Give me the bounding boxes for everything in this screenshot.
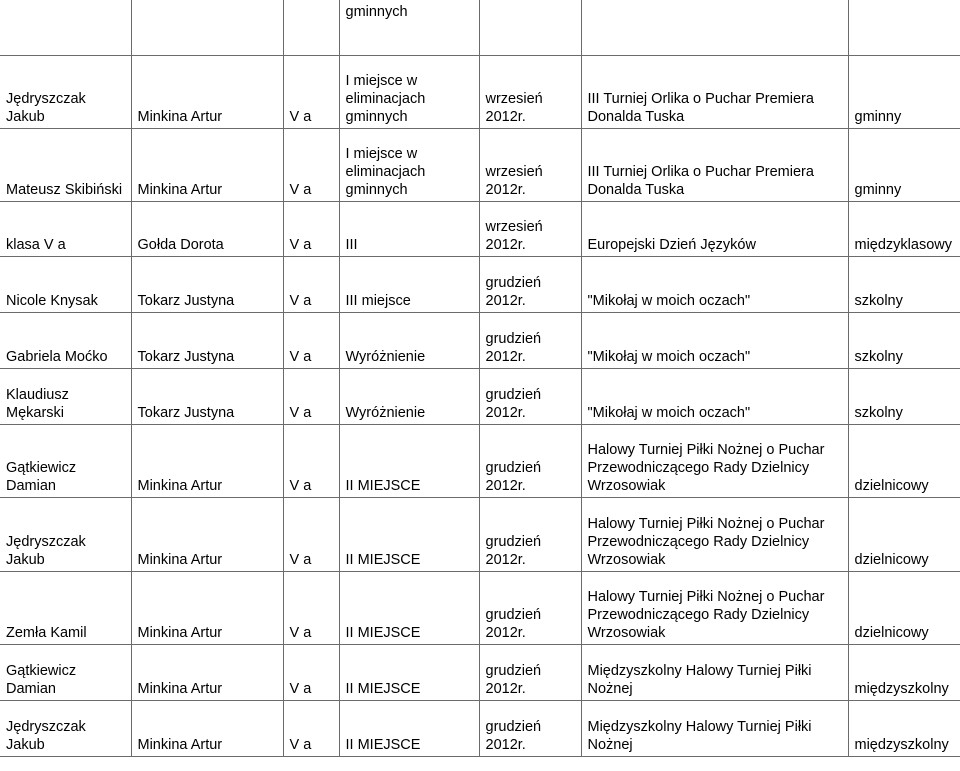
date-cell: grudzień 2012r. bbox=[479, 425, 581, 498]
level-cell: międzyklasowy bbox=[848, 202, 960, 257]
level-cell: dzielnicowy bbox=[848, 498, 960, 572]
class-cell bbox=[283, 0, 339, 56]
class-cell: V a bbox=[283, 313, 339, 369]
competition-cell: "Mikołaj w moich oczach" bbox=[581, 257, 848, 313]
table-row bbox=[0, 701, 960, 757]
competition-cell: III Turniej Orlika o Puchar Premiera Donalda Tuska bbox=[581, 56, 848, 129]
place-cell: II MIEJSCE bbox=[339, 425, 479, 498]
teacher-cell: Minkina Artur bbox=[131, 572, 283, 645]
level-cell: szkolny bbox=[848, 369, 960, 425]
table-row bbox=[0, 202, 960, 257]
place-cell: Wyróżnienie bbox=[339, 313, 479, 369]
place-cell: II MIEJSCE bbox=[339, 498, 479, 572]
place-cell: II MIEJSCE bbox=[339, 572, 479, 645]
class-cell: V a bbox=[283, 129, 339, 202]
competition-cell: Europejski Dzień Języków bbox=[581, 202, 848, 257]
table-row bbox=[0, 257, 960, 313]
teacher-cell: Minkina Artur bbox=[131, 701, 283, 757]
class-cell: V a bbox=[283, 572, 339, 645]
table-row bbox=[0, 129, 960, 202]
class-cell: V a bbox=[283, 701, 339, 757]
date-cell: grudzień 2012r. bbox=[479, 498, 581, 572]
date-cell: wrzesień 2012r. bbox=[479, 202, 581, 257]
student-cell: Gabriela Moćko bbox=[0, 313, 131, 369]
date-cell bbox=[479, 0, 581, 56]
student-cell: Gątkiewicz Damian bbox=[0, 645, 131, 701]
competition-cell: Międzyszkolny Halowy Turniej Piłki Nożnej bbox=[581, 701, 848, 757]
place-cell: II MIEJSCE bbox=[339, 701, 479, 757]
class-cell: V a bbox=[283, 369, 339, 425]
student-cell: Gątkiewicz Damian bbox=[0, 425, 131, 498]
place-cell: Wyróżnienie bbox=[339, 369, 479, 425]
class-cell: V a bbox=[283, 56, 339, 129]
class-cell: V a bbox=[283, 257, 339, 313]
level-cell: dzielnicowy bbox=[848, 572, 960, 645]
teacher-cell: Tokarz Justyna bbox=[131, 257, 283, 313]
competition-cell: Halowy Turniej Piłki Nożnej o Puchar Przewodniczącego Rady Dzielnicy Wrzosowiak bbox=[581, 425, 848, 498]
teacher-cell: Minkina Artur bbox=[131, 129, 283, 202]
student-cell: Zemła Kamil bbox=[0, 572, 131, 645]
level-cell: dzielnicowy bbox=[848, 425, 960, 498]
competition-cell: Halowy Turniej Piłki Nożnej o Puchar Przewodniczącego Rady Dzielnicy Wrzosowiak bbox=[581, 572, 848, 645]
date-cell: grudzień 2012r. bbox=[479, 572, 581, 645]
competition-cell: III Turniej Orlika o Puchar Premiera Donalda Tuska bbox=[581, 129, 848, 202]
date-cell: wrzesień 2012r. bbox=[479, 56, 581, 129]
table-row-top bbox=[0, 0, 960, 56]
class-cell: V a bbox=[283, 645, 339, 701]
level-cell: szkolny bbox=[848, 313, 960, 369]
place-cell: I miejsce w eliminacjach gminnych bbox=[339, 129, 479, 202]
date-cell: grudzień 2012r. bbox=[479, 701, 581, 757]
teacher-cell: Minkina Artur bbox=[131, 498, 283, 572]
teacher-cell bbox=[131, 0, 283, 56]
date-cell: grudzień 2012r. bbox=[479, 369, 581, 425]
student-cell: Nicole Knysak bbox=[0, 257, 131, 313]
competition-cell: "Mikołaj w moich oczach" bbox=[581, 313, 848, 369]
competition-cell: Halowy Turniej Piłki Nożnej o Puchar Przewodniczącego Rady Dzielnicy Wrzosowiak bbox=[581, 498, 848, 572]
place-cell: gminnych bbox=[339, 0, 479, 56]
competition-cell bbox=[581, 0, 848, 56]
level-cell: międzyszkolny bbox=[848, 701, 960, 757]
table-row bbox=[0, 498, 960, 572]
level-cell bbox=[848, 0, 960, 56]
teacher-cell: Tokarz Justyna bbox=[131, 313, 283, 369]
class-cell: V a bbox=[283, 425, 339, 498]
level-cell: gminny bbox=[848, 56, 960, 129]
level-cell: gminny bbox=[848, 129, 960, 202]
table-row bbox=[0, 313, 960, 369]
table-row bbox=[0, 369, 960, 425]
student-cell: klasa V a bbox=[0, 202, 131, 257]
teacher-cell: Minkina Artur bbox=[131, 56, 283, 129]
competition-cell: Międzyszkolny Halowy Turniej Piłki Nożnej bbox=[581, 645, 848, 701]
place-cell: III bbox=[339, 202, 479, 257]
date-cell: grudzień 2012r. bbox=[479, 645, 581, 701]
teacher-cell: Tokarz Justyna bbox=[131, 369, 283, 425]
student-cell: Jędryszczak Jakub bbox=[0, 701, 131, 757]
level-cell: międzyszkolny bbox=[848, 645, 960, 701]
table-row bbox=[0, 56, 960, 129]
competition-cell: "Mikołaj w moich oczach" bbox=[581, 369, 848, 425]
date-cell: wrzesień 2012r. bbox=[479, 129, 581, 202]
teacher-cell: Gołda Dorota bbox=[131, 202, 283, 257]
place-cell: I miejsce w eliminacjach gminnych bbox=[339, 56, 479, 129]
student-cell: Jędryszczak Jakub bbox=[0, 498, 131, 572]
teacher-cell: Minkina Artur bbox=[131, 425, 283, 498]
table-row bbox=[0, 572, 960, 645]
student-cell bbox=[0, 0, 131, 56]
class-cell: V a bbox=[283, 498, 339, 572]
date-cell: grudzień 2012r. bbox=[479, 313, 581, 369]
teacher-cell: Minkina Artur bbox=[131, 645, 283, 701]
table-row bbox=[0, 645, 960, 701]
place-cell: III miejsce bbox=[339, 257, 479, 313]
table-row bbox=[0, 425, 960, 498]
place-cell: II MIEJSCE bbox=[339, 645, 479, 701]
date-cell: grudzień 2012r. bbox=[479, 257, 581, 313]
level-cell: szkolny bbox=[848, 257, 960, 313]
student-cell: Jędryszczak Jakub bbox=[0, 56, 131, 129]
student-cell: Klaudiusz Mękarski bbox=[0, 369, 131, 425]
student-cell: Mateusz Skibiński bbox=[0, 129, 131, 202]
class-cell: V a bbox=[283, 202, 339, 257]
